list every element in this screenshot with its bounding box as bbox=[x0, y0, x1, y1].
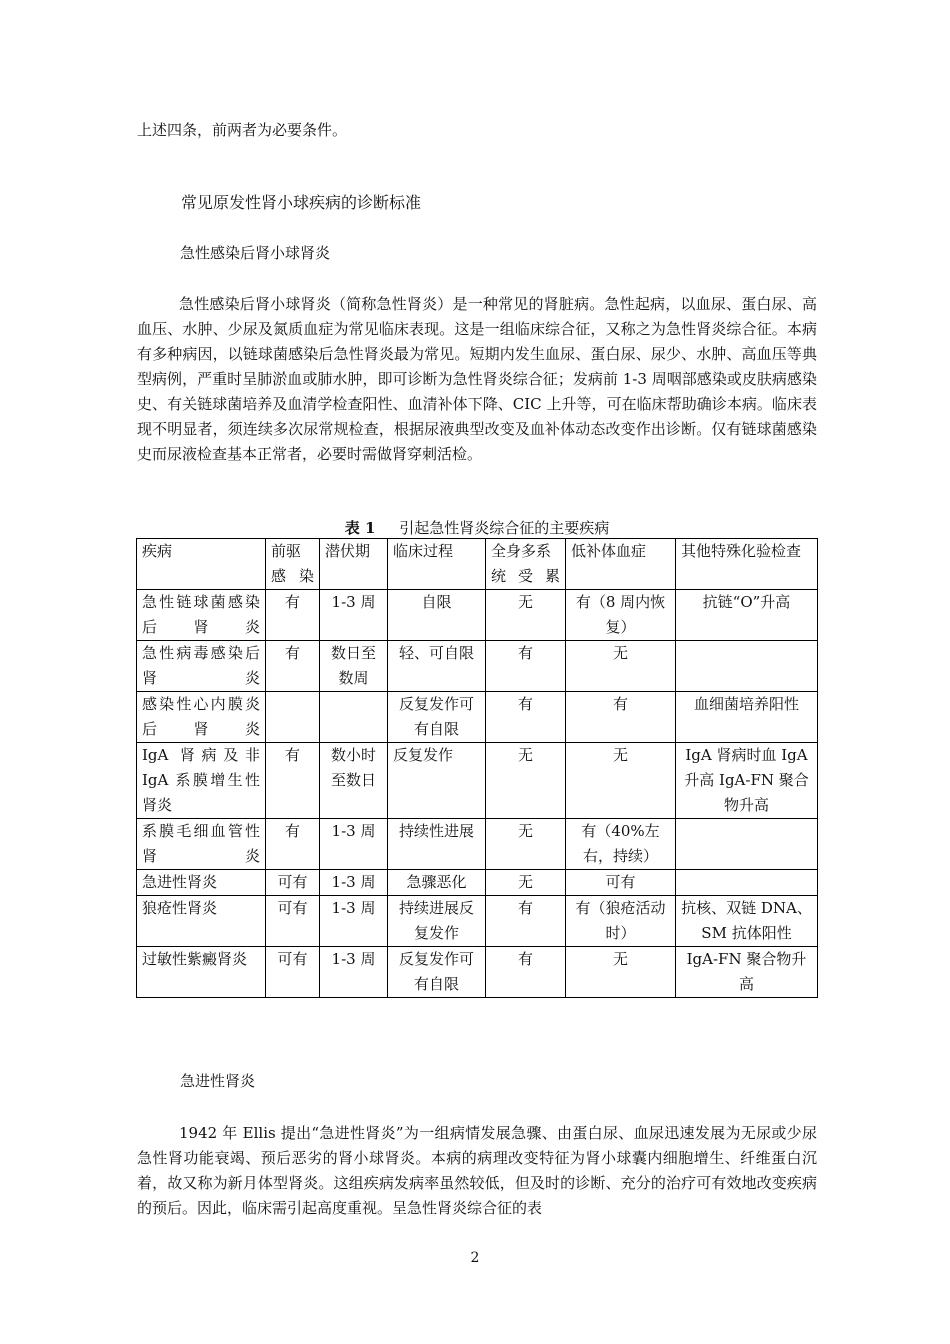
table-row bbox=[137, 819, 818, 870]
cell-disease: 急性链球菌感染后肾炎 bbox=[137, 590, 266, 641]
section-title: 常见原发性肾小球疾病的诊断标准 bbox=[181, 193, 422, 212]
cell-disease: 狼疮性肾炎 bbox=[137, 896, 266, 947]
rpgn-paragraph: 1942 年 Ellis 提出“急进性肾炎”为一组病情发展急骤、由蛋白尿、血尿迅速发展为无尿或少尿急性肾功能衰竭、预后恶劣的肾小球肾炎。本病的病理改变特征为肾小球囊内细胞增生、纤维蛋白沉着，故又称为新月体型肾炎。这组疾病发病率虽然较低，但及时的诊断、充分的治疗可有效地改变疾病的预后。因此，临床需引起高度重视。呈急性肾炎综合征的表 bbox=[137, 1124, 817, 1217]
cell-disease: 过敏性紫癜肾炎 bbox=[137, 947, 266, 998]
cell-other-tests: 血细菌培养阳性 bbox=[676, 692, 818, 743]
table-row bbox=[137, 947, 818, 998]
cell-hypocomplement: 无 bbox=[566, 743, 676, 819]
cell-prodromal: 有 bbox=[266, 743, 320, 819]
cell-disease: IgA 肾病及非 IgA 系膜增生性肾炎 bbox=[137, 743, 266, 819]
intro-paragraph: 急性感染后肾小球肾炎（简称急性肾炎）是一种常见的肾脏病。急性起病，以血尿、蛋白尿、高血压、水肿、少尿及氮质血症为常见临床表现。这是一组临床综合征，又称之为急性肾炎综合征。本病有多种病因，以链球菌感染后急性肾炎最为常见。短期内发生血尿、蛋白尿、尿少、水肿、高血压等典型病例，严重时呈肺淤血或肺水肿，即可诊断为急性肾炎综合征；发病前 1-3 周咽部感染或皮肤病感染史、有关链球菌培养及血清学检查阳性、血清补体下降、CIC 上升等，可在临床帮助确诊本病。临床表现不明显者，须连续多次尿常规检查，根据尿液典型改变及血补体动态改变作出诊断。仅有链球菌感染史而尿液检查基本正常者，必要时需做肾穿刺活检。 bbox=[137, 295, 817, 463]
cell-systemic: 有 bbox=[486, 641, 566, 692]
header-other-tests: 其他特殊化验检查 bbox=[676, 539, 818, 590]
table-caption-text: 引起急性肾炎综合征的主要疾病 bbox=[399, 519, 610, 537]
cell-hypocomplement: 无 bbox=[566, 947, 676, 998]
cell-disease: 急进性肾炎 bbox=[137, 870, 266, 896]
cell-other-tests: 抗核、双链 DNA、SM 抗体阳性 bbox=[676, 896, 818, 947]
cell-incubation: 数小时至数日 bbox=[320, 743, 388, 819]
cell-prodromal: 有 bbox=[266, 590, 320, 641]
cell-other-tests bbox=[676, 870, 818, 896]
cell-disease: 系膜毛细血管性肾炎 bbox=[137, 819, 266, 870]
cell-prodromal: 可有 bbox=[266, 947, 320, 998]
header-course: 临床过程 bbox=[388, 539, 486, 590]
subsection-title: 急性感染后肾小球肾炎 bbox=[180, 244, 331, 262]
cell-prodromal: 有 bbox=[266, 641, 320, 692]
cell-course: 自限 bbox=[388, 590, 486, 641]
cell-other-tests: IgA 肾病时血 IgA 升高 IgA-FN 聚合物升高 bbox=[676, 743, 818, 819]
cell-disease: 急性病毒感染后肾炎 bbox=[137, 641, 266, 692]
rpgn-title: 急进性肾炎 bbox=[180, 1072, 256, 1090]
cell-incubation: 1-3 周 bbox=[320, 947, 388, 998]
header-systemic: 全身多系统受累 bbox=[486, 539, 566, 590]
cell-incubation: 1-3 周 bbox=[320, 590, 388, 641]
header-hypocomplement: 低补体血症 bbox=[566, 539, 676, 590]
cell-hypocomplement: 有（8 周内恢复） bbox=[566, 590, 676, 641]
cell-course: 反复发作可有自限 bbox=[388, 947, 486, 998]
conditions-paragraph: 上述四条，前两者为必要条件。 bbox=[137, 121, 348, 139]
cell-course: 持续进展反复发作 bbox=[388, 896, 486, 947]
header-incubation: 潜伏期 bbox=[320, 539, 388, 590]
cell-prodromal: 可有 bbox=[266, 870, 320, 896]
cell-other-tests: 抗链“O”升高 bbox=[676, 590, 818, 641]
table-row bbox=[137, 870, 818, 896]
cell-hypocomplement: 可有 bbox=[566, 870, 676, 896]
cell-course: 急骤恶化 bbox=[388, 870, 486, 896]
cell-prodromal: 可有 bbox=[266, 896, 320, 947]
table-row bbox=[137, 743, 818, 819]
header-disease: 疾病 bbox=[137, 539, 266, 590]
table-caption bbox=[137, 517, 817, 539]
cell-systemic: 有 bbox=[486, 896, 566, 947]
table-row bbox=[137, 692, 818, 743]
cell-prodromal bbox=[266, 692, 320, 743]
table-header-row bbox=[137, 539, 818, 590]
cell-systemic: 有 bbox=[486, 947, 566, 998]
cell-prodromal: 有 bbox=[266, 819, 320, 870]
cell-incubation bbox=[320, 692, 388, 743]
cell-other-tests bbox=[676, 641, 818, 692]
cell-incubation: 数日至数周 bbox=[320, 641, 388, 692]
table-row bbox=[137, 641, 818, 692]
cell-systemic: 有 bbox=[486, 692, 566, 743]
cell-disease: 感染性心内膜炎后肾炎 bbox=[137, 692, 266, 743]
cell-systemic: 无 bbox=[486, 819, 566, 870]
header-prodromal: 前驱感染 bbox=[266, 539, 320, 590]
cell-systemic: 无 bbox=[486, 590, 566, 641]
table-caption-label: 表 1 bbox=[344, 519, 376, 537]
disease-table bbox=[136, 538, 818, 998]
cell-course: 反复发作 bbox=[388, 743, 486, 819]
cell-incubation: 1-3 周 bbox=[320, 819, 388, 870]
cell-systemic: 无 bbox=[486, 743, 566, 819]
page-number: 2 bbox=[470, 1250, 480, 1266]
cell-other-tests: IgA-FN 聚合物升高 bbox=[676, 947, 818, 998]
cell-incubation: 1-3 周 bbox=[320, 896, 388, 947]
cell-hypocomplement: 有 bbox=[566, 692, 676, 743]
table-row bbox=[137, 896, 818, 947]
cell-course: 轻、可自限 bbox=[388, 641, 486, 692]
cell-systemic: 无 bbox=[486, 870, 566, 896]
cell-incubation: 1-3 周 bbox=[320, 870, 388, 896]
cell-hypocomplement: 有（狼疮活动时） bbox=[566, 896, 676, 947]
cell-other-tests bbox=[676, 819, 818, 870]
cell-hypocomplement: 有（40%左右，持续） bbox=[566, 819, 676, 870]
cell-course: 反复发作可有自限 bbox=[388, 692, 486, 743]
table-row bbox=[137, 590, 818, 641]
cell-course: 持续性进展 bbox=[388, 819, 486, 870]
cell-hypocomplement: 无 bbox=[566, 641, 676, 692]
